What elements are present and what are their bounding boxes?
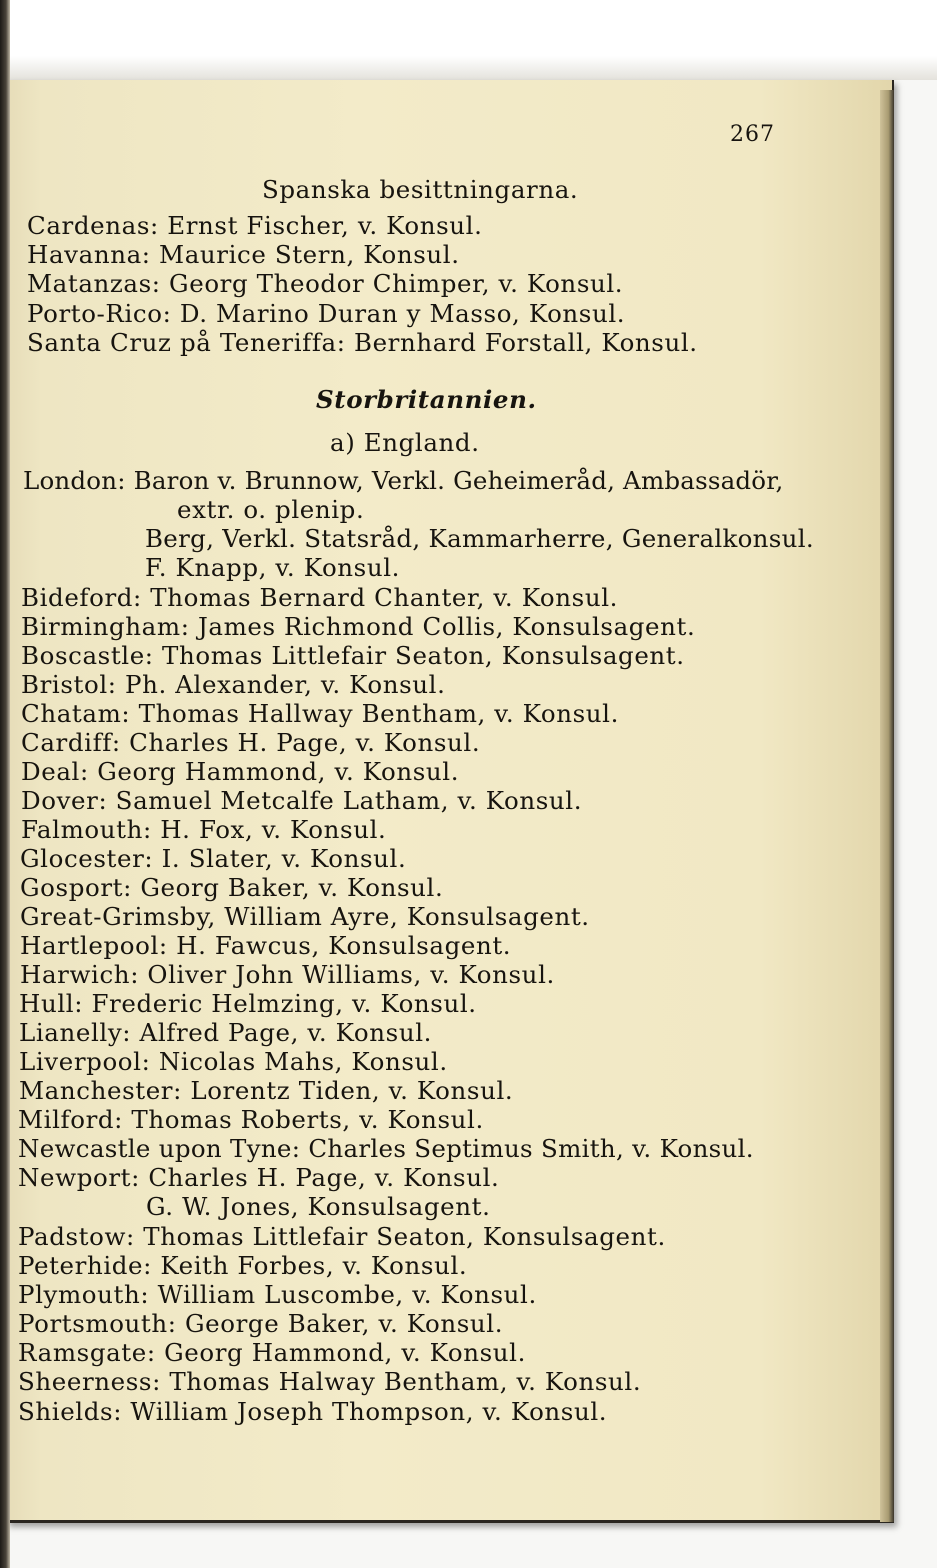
entry-line: Plymouth: William Luscombe, v. Konsul. (18, 1280, 537, 1309)
entry-line: Shields: William Joseph Thompson, v. Konsul. (18, 1397, 608, 1426)
entry-line: Santa Cruz på Teneriffa: Bernhard Forstall, Konsul. (27, 328, 698, 357)
entry-line: Great-Grimsby, William Ayre, Konsulsagent. (20, 902, 590, 931)
entry-line: Bideford: Thomas Bernard Chanter, v. Konsul. (21, 583, 619, 612)
entry-line: Newcastle upon Tyne: Charles Septimus Smith, v. Konsul. (18, 1134, 754, 1163)
entry-line: Glocester: I. Slater, v. Konsul. (20, 844, 407, 873)
entry-continuation: F. Knapp, v. Konsul. (145, 553, 401, 582)
entry-line: Cardenas: Ernst Fischer, v. Konsul. (27, 211, 483, 240)
entry-line: Hull: Frederic Helmzing, v. Konsul. (19, 989, 477, 1018)
entry-line: Harwich: Oliver John Williams, v. Konsul. (20, 960, 555, 989)
entry-line: Manchester: Lorentz Tiden, v. Konsul. (19, 1076, 514, 1105)
entry-line: Porto-Rico: D. Marino Duran y Masso, Konsul. (27, 299, 626, 328)
section-heading-britain: Storbritannien. (316, 385, 537, 414)
entry-line: Hartlepool: H. Fawcus, Konsulsagent. (20, 931, 512, 960)
subsection-heading-england: a) England. (330, 428, 480, 457)
entry-continuation: G. W. Jones, Konsulsagent. (146, 1192, 491, 1221)
page-number: 267 (730, 122, 775, 147)
entry-line: Havanna: Maurice Stern, Konsul. (27, 240, 460, 269)
book-spine (0, 0, 10, 1568)
entry-line: Padstow: Thomas Littlefair Seaton, Konsulsagent. (18, 1222, 666, 1251)
section-heading-spain: Spanska besittningarna. (262, 175, 579, 204)
entry-line: Boscastle: Thomas Littlefair Seaton, Konsulsagent. (21, 641, 685, 670)
entry-line: Liverpool: Nicolas Mahs, Konsul. (19, 1047, 448, 1076)
page-edge (880, 90, 894, 1522)
entry-line: Bristol: Ph. Alexander, v. Konsul. (21, 670, 446, 699)
entry-line: Cardiff: Charles H. Page, v. Konsul. (21, 728, 481, 757)
scan-background (0, 0, 937, 80)
entry-line: Dover: Samuel Metcalfe Latham, v. Konsul. (21, 786, 583, 815)
entry-line: Deal: Georg Hammond, v. Konsul. (21, 757, 460, 786)
entry-line: Sheerness: Thomas Halway Bentham, v. Konsul. (18, 1367, 642, 1396)
entry-line: London: Baron v. Brunnow, Verkl. Geheimeråd, Ambassadör, (23, 466, 784, 495)
entry-line: Chatam: Thomas Hallway Bentham, v. Konsul. (21, 699, 619, 728)
entry-continuation: extr. o. plenip. (177, 495, 365, 524)
entry-line: Ramsgate: Georg Hammond, v. Konsul. (18, 1338, 526, 1367)
entry-line: Falmouth: H. Fox, v. Konsul. (21, 815, 387, 844)
entry-line: Birmingham: James Richmond Collis, Konsulsagent. (21, 612, 696, 641)
entry-line: Matanzas: Georg Theodor Chimper, v. Konsul. (27, 269, 624, 298)
entry-line: Gosport: Georg Baker, v. Konsul. (20, 873, 444, 902)
entry-line: Peterhide: Keith Forbes, v. Konsul. (18, 1251, 468, 1280)
entry-line: Newport: Charles H. Page, v. Konsul. (18, 1163, 500, 1192)
entry-continuation: Berg, Verkl. Statsråd, Kammarherre, Generalkonsul. (145, 524, 814, 553)
entry-line: Lianelly: Alfred Page, v. Konsul. (19, 1018, 433, 1047)
entry-line: Milford: Thomas Roberts, v. Konsul. (18, 1105, 484, 1134)
entry-line: Portsmouth: George Baker, v. Konsul. (18, 1309, 504, 1338)
